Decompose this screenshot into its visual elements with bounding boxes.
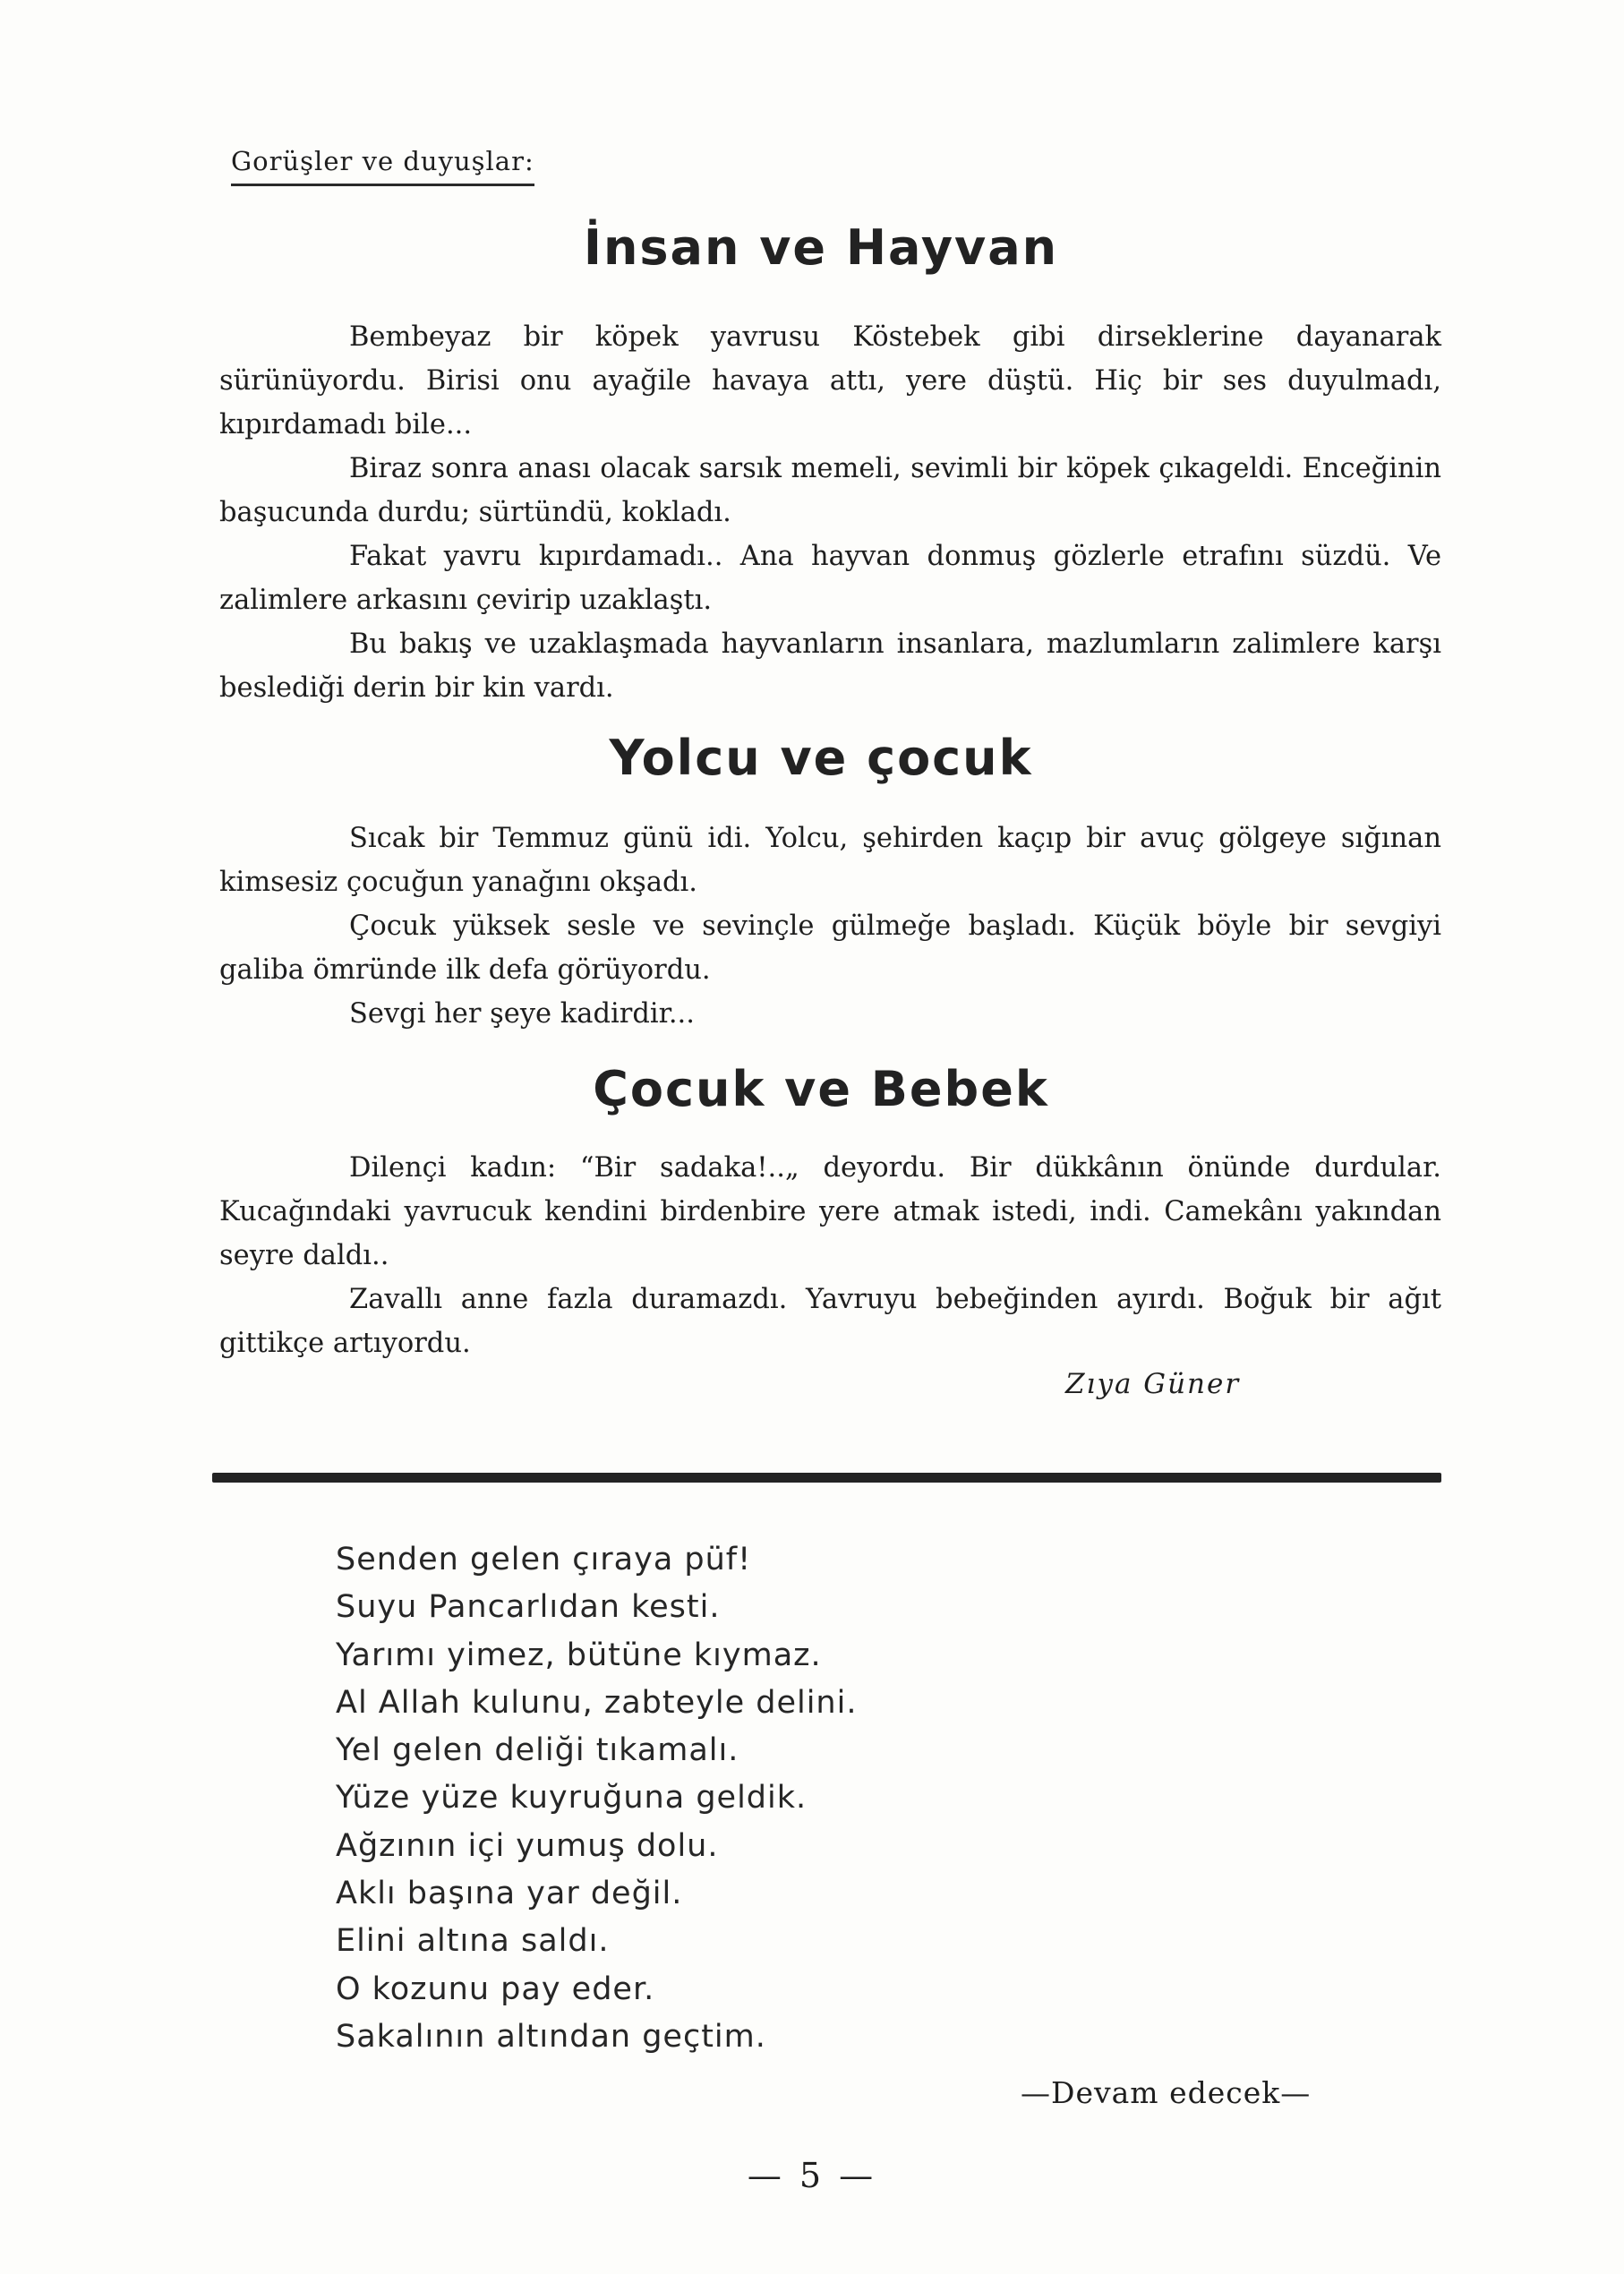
proverb-line: O kozunu pay eder.	[336, 1971, 655, 2007]
page-number: — 5 —	[747, 2156, 877, 2195]
horizontal-divider	[212, 1473, 1441, 1483]
section-body-insan-ve-hayvan	[219, 315, 1441, 710]
paragraph: Çocuk yüksek sesle ve sevinçle gülmeğe başladı. Küçük böyle bir sevgiyi galiba ömründe ilk defa görüyordu.	[219, 910, 1441, 986]
paragraph: Biraz sonra anası olacak sarsık memeli, sevimli bir köpek çıkageldi. Enceğinin başucunda durdu; sürtündü, kokladı.	[219, 453, 1441, 528]
proverb-line: Suyu Pancarlıdan kesti.	[336, 1589, 721, 1626]
paragraph: Dilençi kadın: “Bir sadaka!..„ deyordu. Bir dükkânın önünde durdular. Kucağındaki yavrucuk kendini birdenbire yere atmak istedi, indi. Camekânı yakından seyre daldı..	[219, 1152, 1441, 1271]
section-body-yolcu-ve-cocuk	[219, 816, 1441, 1036]
proverb-line: Senden gelen çıraya püf!	[336, 1542, 752, 1577]
proverb-line: Al Allah kulunu, zabteyle delini.	[336, 1684, 858, 1721]
paragraph: Bembeyaz bir köpek yavrusu Köstebek gibi dirseklerine dayanarak sürünüyordu. Birisi onu ayağile havaya attı, yere düştü. Hiç bir ses duyulmadı, kıpırdamadı bile...	[219, 321, 1441, 440]
section-title-cocuk-ve-bebek: Çocuk ve Bebek	[593, 1061, 1049, 1117]
section-body-cocuk-ve-bebek	[219, 1146, 1441, 1365]
proverb-line: Yel gelen deliği tıkamalı.	[336, 1732, 739, 1769]
proverb-line: Aklı başına yar değil.	[336, 1876, 683, 1912]
paragraph: Zavallı anne fazla duramazdı. Yavruyu bebeğinden ayırdı. Boğuk bir ağıt gittikçe artıyordu.	[219, 1284, 1441, 1359]
section-title-insan-ve-hayvan: İnsan ve Hayvan	[583, 219, 1059, 276]
proverb-list	[336, 1536, 857, 2061]
paragraph: Sevgi her şeye kadirdir...	[349, 998, 695, 1030]
paragraph: Bu bakış ve uzaklaşmada hayvanların insanlara, mazlumların zalimlere karşı beslediği derin bir kin vardı.	[219, 628, 1441, 704]
proverb-line: Ağzının içi yumuş dolu.	[336, 1827, 719, 1864]
author-signature: Zıya Güner	[1065, 1368, 1241, 1400]
section-title-yolcu-ve-cocuk: Yolcu ve çocuk	[609, 730, 1033, 786]
proverb-line: Elini altına saldı.	[336, 1923, 610, 1960]
proverb-line: Sakalının altından geçtim.	[336, 2018, 766, 2055]
continued-note: —Devam edecek—	[1021, 2075, 1312, 2110]
paragraph: Fakat yavru kıpırdamadı.. Ana hayvan donmuş gözlerle etrafını süzdü. Ve zalimlere arkasını çevirip uzaklaştı.	[219, 541, 1441, 616]
proverb-line: Yarımı yimez, bütüne kıymaz.	[336, 1637, 822, 1673]
paragraph: Sıcak bir Temmuz günü idi. Yolcu, şehirden kaçıp bir avuç gölgeye sığınan kimsesiz çocuğun yanağını okşadı.	[219, 823, 1441, 898]
proverb-line: Yüze yüze kuyruğuna geldik.	[336, 1780, 808, 1817]
section-label: Gorüşler ve duyuşlar:	[231, 146, 534, 186]
